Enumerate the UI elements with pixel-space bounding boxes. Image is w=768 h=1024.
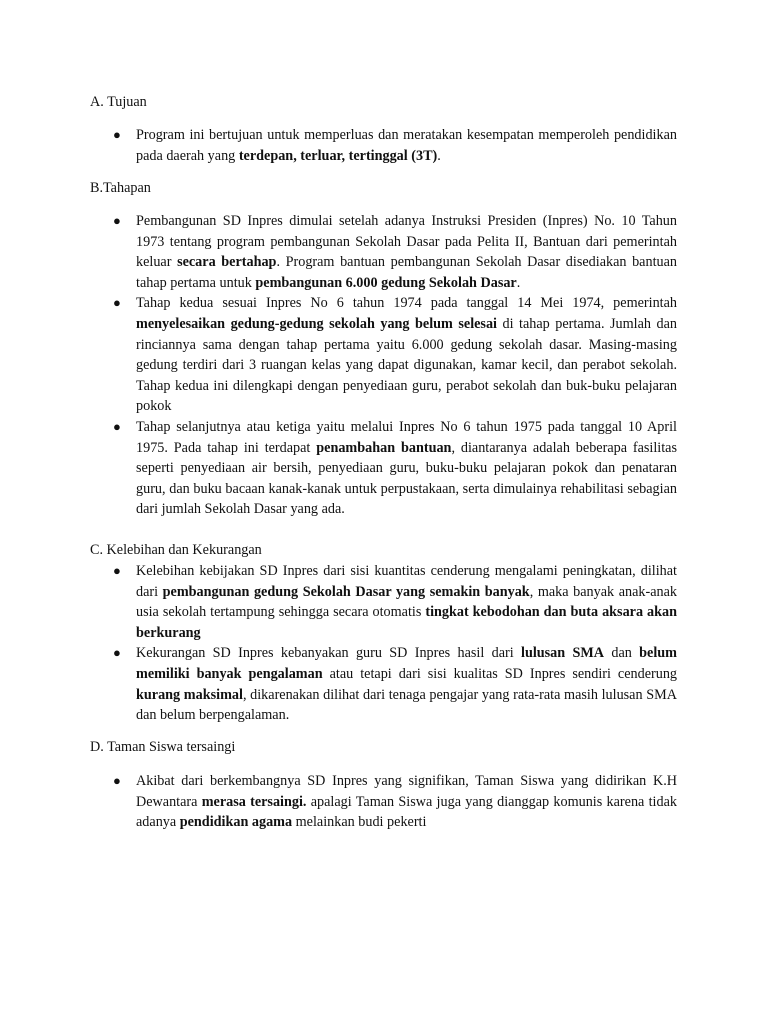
text-run: Tahap kedua sesuai Inpres No 6 tahun 1974 pada tanggal 14 Mei 1974, pemerintah [136,295,677,312]
text-run: di tahap pertama. Jumlah dan rinciannya sama dengan tahap pertama yaitu 6.000 gedung sekolah dasar. Masing-masing gedung terdiri dari 3 ruangan kelas yang dapat digunakan, kamar kecil, dan perabot sekolah. Tahap kedua ini dilengkapi dengan penyediaan guru, perabot sekolah dan buk-buku pelajaran pokok [136,315,677,415]
list-item [0,771,677,833]
list-item [0,125,677,166]
list-item [0,643,677,725]
bold-text-run: menyelesaikan gedung-gedung sekolah yang belum selesai [136,315,497,332]
bullet-icon: ● [113,418,121,434]
text-run: atau tetapi dari sisi kualitas SD Inpres sendiri cenderung [322,665,678,682]
text-run: , diantaranya adalah beberapa fasilitas seperti penyediaan air bersih, penyediaan guru, buku-buku pelajaran pokok dan penataran guru, dan buku bacaan kanak-kanak untuk perpustakaan, serta dimulainya rehabilitasi sebagian dari jumlah Sekolah Dasar yang ada. [136,439,678,518]
bold-text-run: kurang maksimal [136,686,243,703]
text-run: dan [604,645,640,662]
text-run: . [516,274,521,291]
bold-text-run: terdepan, terluar, tertinggal (3T) [238,147,438,164]
bold-text-run: belum memiliki banyak pengalaman [136,645,677,682]
list-item [0,561,677,643]
text-run: Pembangunan SD Inpres dimulai setelah adanya Instruksi Presiden (Inpres) No. 10 Tahun 1973 tentang program pembangunan Sekolah Dasar pada Pelita II, Bantuan dari pemerintah keluar [136,213,677,271]
list-item [0,211,677,293]
bullet-icon: ● [113,563,121,578]
bullet-list-tahapan [0,211,677,520]
text-run: Kekurangan SD Inpres kebanyakan guru SD Inpres hasil dari [136,645,521,662]
bullet-icon: ● [113,295,121,311]
bold-text-run: merasa tersaingi. [201,793,307,810]
text-run: Tahap selanjutnya atau ketiga yaitu melalui Inpres No 6 tahun 1975 pada tanggal 10 April 1975. Pada tahap ini terdapat [136,418,677,456]
text-run: Kelebihan kebijakan SD Inpres dari sisi kuantitas cenderung mengalami peningkatan, dilihat dari [136,563,677,600]
bold-text-run: lulusan SMA [521,645,605,662]
bullet-icon: ● [113,645,121,661]
bold-text-run: pembangunan 6.000 gedung Sekolah Dasar [255,274,517,291]
text-run: Akibat dari berkembangnya SD Inpres yang signifikan, Taman Siswa yang didirikan K.H Dewantara [136,773,677,810]
text-run: apalagi Taman Siswa juga yang dianggap komunis karena tidak adanya [136,793,677,831]
text-run: Program ini bertujuan untuk memperluas dan meratakan kesempatan memperoleh pendidikan pada daerah yang [136,127,677,164]
bullet-icon: ● [113,213,121,228]
bullet-icon: ● [113,127,121,142]
text-run: . Program bantuan pembangunan Sekolah Dasar disediakan bantuan tahap pertama untuk [136,254,677,291]
bullet-list-tujuan [0,125,677,166]
bold-text-run: pembangunan gedung Sekolah Dasar yang semakin banyak [162,583,530,600]
bullet-list-kelebihan [0,561,677,726]
bold-text-run: tingkat kebodohan dan buta aksara akan berkurang [136,604,677,641]
section-heading-kelebihan: C. Kelebihan dan Kekurangan [90,542,262,558]
text-run: , dikarenakan dilihat dari tenaga pengajar yang rata-rata masih lulusan SMA dan belum berpengalaman. [136,686,677,724]
bold-text-run: secara bertahap [177,254,277,271]
bold-text-run: penambahan bantuan [316,439,452,456]
section-heading-tahapan: B.Tahapan [90,180,151,196]
text-run: , maka banyak anak-anak usia sekolah tertampung sehingga secara otomatis [136,583,677,621]
list-item [0,293,677,417]
text-run: melainkan budi pekerti [292,814,427,831]
text-run: . [437,147,441,164]
section-heading-taman-siswa: D. Taman Siswa tersaingi [90,739,236,755]
list-item [0,417,677,520]
bullet-icon: ● [113,773,121,788]
section-heading-tujuan: A. Tujuan [90,94,147,110]
bullet-list-taman-siswa [0,771,677,833]
bold-text-run: pendidikan agama [179,814,293,831]
